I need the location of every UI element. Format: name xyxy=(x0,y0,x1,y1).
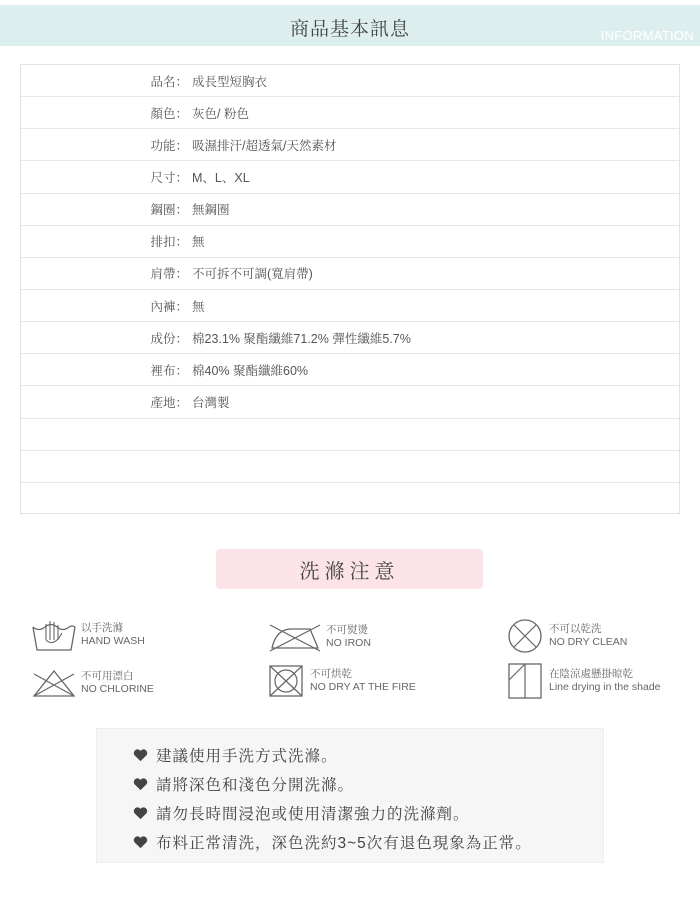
table-row xyxy=(21,194,679,226)
row-label: 鋼圈： xyxy=(150,203,188,218)
heart-icon xyxy=(133,777,148,791)
care-symbol-no-bleach xyxy=(31,668,154,698)
note-text: 布料正常清洗，深色洗約3~5次有退色現象為正常。 xyxy=(156,834,532,852)
table-row-empty xyxy=(21,483,679,515)
row-value: 棉23.1% 聚酯纖維71.2% 彈性纖維5.7% xyxy=(192,331,411,346)
row-label: 排扣： xyxy=(150,235,188,250)
care-label-zh: 以手洗滌 xyxy=(81,622,123,634)
row-value: 台灣製 xyxy=(192,395,230,410)
list-item xyxy=(133,769,603,798)
care-label-zh: 不可以乾洗 xyxy=(549,623,602,635)
table-row xyxy=(21,322,679,354)
row-label: 尺寸： xyxy=(150,170,188,185)
row-label: 品名： xyxy=(150,74,188,89)
line-dry-shade-icon xyxy=(507,662,545,700)
row-value: 無 xyxy=(192,299,205,314)
row-value: 成長型短胸衣 xyxy=(192,74,268,89)
table-row xyxy=(21,129,679,161)
table-row xyxy=(21,226,679,258)
note-text: 請將深色和淺色分開洗滌。 xyxy=(156,776,355,794)
list-item xyxy=(133,827,603,856)
row-label: 產地： xyxy=(150,395,188,410)
row-value: 棉40% 聚酯纖維60% xyxy=(192,363,309,378)
row-value: 灰色/ 粉色 xyxy=(192,106,249,121)
care-label-en: NO IRON xyxy=(326,637,371,649)
page-title: 商品基本訊息 xyxy=(289,19,410,40)
care-label-en: Line drying in the shade xyxy=(549,681,661,693)
list-item xyxy=(133,798,603,827)
care-label-zh: 不可烘乾 xyxy=(310,668,352,680)
table-row xyxy=(21,65,679,97)
care-label-zh: 在陰涼處懸掛晾乾 xyxy=(549,668,633,680)
no-iron-icon xyxy=(268,622,322,652)
no-dry-clean-icon xyxy=(507,618,545,654)
row-value: 吸濕排汗/超透氣/天然素材 xyxy=(192,138,337,153)
row-value: 不可拆不可調(寬肩帶) xyxy=(192,267,313,282)
row-value: 無鋼圈 xyxy=(192,203,230,218)
row-value: 無 xyxy=(192,235,205,250)
page-subtitle: INFORMATION xyxy=(600,28,694,43)
heart-icon xyxy=(133,748,148,762)
care-label-zh: 不可用漂白 xyxy=(81,670,134,682)
note-text: 請勿長時間浸泡或使用清潔強力的洗滌劑。 xyxy=(156,805,470,823)
care-notes-box xyxy=(96,728,604,863)
table-row-empty xyxy=(21,451,679,483)
table-row xyxy=(21,161,679,193)
washing-title: 洗滌注意 xyxy=(299,560,400,583)
care-label-en: NO CHLORINE xyxy=(81,683,154,695)
row-label: 裡布： xyxy=(150,363,188,378)
row-label: 內褲： xyxy=(150,299,188,314)
row-label: 成份： xyxy=(150,331,188,346)
row-value: M、L、XL xyxy=(192,170,250,185)
no-tumble-dry-icon xyxy=(268,664,306,698)
care-symbol-no-iron xyxy=(268,622,371,652)
care-symbol-no-tumble-dry xyxy=(268,664,416,698)
care-symbol-hand-wash xyxy=(31,618,145,652)
table-row xyxy=(21,290,679,322)
table-row xyxy=(21,354,679,386)
care-label-en: NO DRY AT THE FIRE xyxy=(310,681,416,693)
list-item xyxy=(133,740,603,769)
table-row-empty xyxy=(21,419,679,451)
table-row xyxy=(21,258,679,290)
heart-icon xyxy=(133,806,148,820)
washing-title-badge xyxy=(216,549,483,589)
row-label: 功能： xyxy=(150,138,188,153)
hand-wash-icon xyxy=(31,618,77,652)
product-info-table xyxy=(20,64,680,514)
heart-icon xyxy=(133,835,148,849)
row-label: 顏色： xyxy=(150,106,188,121)
table-row xyxy=(21,386,679,418)
table-row xyxy=(21,97,679,129)
care-symbol-line-dry-shade xyxy=(507,662,661,700)
care-symbol-no-dry-clean xyxy=(507,618,627,654)
care-label-en: HAND WASH xyxy=(81,635,145,647)
care-label-zh: 不可熨燙 xyxy=(326,624,368,636)
row-label: 肩帶： xyxy=(150,267,188,282)
care-label-en: NO DRY CLEAN xyxy=(549,636,628,648)
note-text: 建議使用手洗方式洗滌。 xyxy=(156,747,338,765)
no-bleach-icon xyxy=(31,668,77,698)
